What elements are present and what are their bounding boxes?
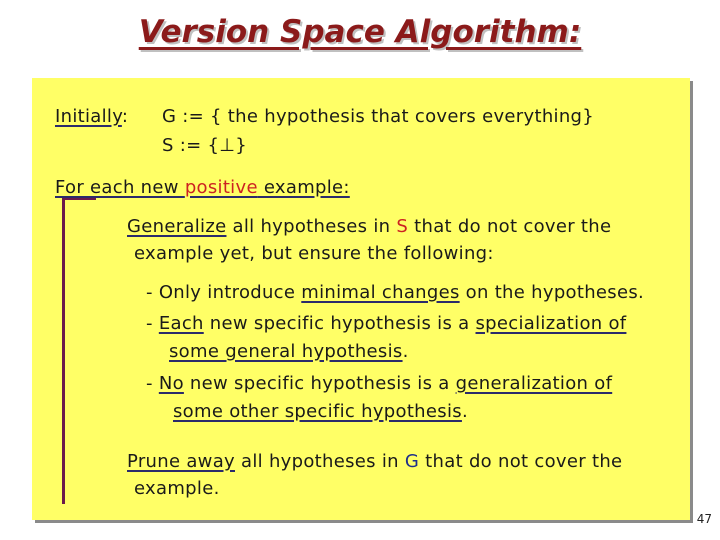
bullet-2-mid: new specific hypothesis is a [203,313,476,334]
for-each-prefix: For each new [55,177,185,198]
bullet-3-generalization: generalization of [455,373,613,394]
g-initial-line: G := { the hypothesis that covers everything} [162,106,595,127]
bullet-3-line-1 [146,373,612,394]
bullet-2-dash: - [146,313,159,334]
bullet-3-mid: new specific hypothesis is a [183,373,456,394]
g-letter: G [404,451,420,472]
s-letter: S [396,216,409,237]
bullet-3-dash: - [146,373,159,394]
initially-label: Initially [55,106,122,127]
bullet-3-other-hypothesis: some other specific hypothesis [173,401,462,422]
generalize-rest-a: all hypotheses in [226,216,397,237]
prune-line-2: example. [134,478,220,499]
generalize-line-1 [127,216,611,237]
slide-title: Version Space Algorithm: [138,14,582,50]
for-each-line [55,177,350,198]
bullet-3-line-2 [173,401,468,422]
initially-line [55,106,128,127]
prune-line-1 [127,451,622,472]
bullet-1-post: on the hypotheses. [459,282,645,303]
bullet-1-underlined: minimal changes [301,282,460,303]
bullet-2-line-2 [169,341,409,362]
bracket-vertical-line [62,197,65,504]
generalize-line-2: example yet, but ensure the following: [134,243,494,264]
slide-number: 47 [696,512,712,526]
prune-rest-b: that do not cover the [419,451,623,472]
initially-colon: : [121,106,129,127]
bullet-1-pre: - Only introduce [146,282,302,303]
bullet-2-general-hypothesis: some general hypothesis [169,341,403,362]
bullet-2-end: . [402,341,409,362]
bullet-2-line-1 [146,313,626,334]
for-each-suffix: example: [257,177,350,198]
prune-away: Prune away [127,451,235,472]
prune-rest-a: all hypotheses in [235,451,405,472]
s-initial-line: S := {⊥} [162,135,247,156]
bullet-3-no: No [158,373,184,394]
generalize-rest-b: that do not cover the [408,216,612,237]
bullet-1 [146,282,644,303]
generalize-word: Generalize [127,216,227,237]
positive-word: positive [184,177,258,198]
bullet-2-each: Each [158,313,204,334]
bullet-3-end: . [461,401,468,422]
bullet-2-specialization: specialization of [475,313,627,334]
